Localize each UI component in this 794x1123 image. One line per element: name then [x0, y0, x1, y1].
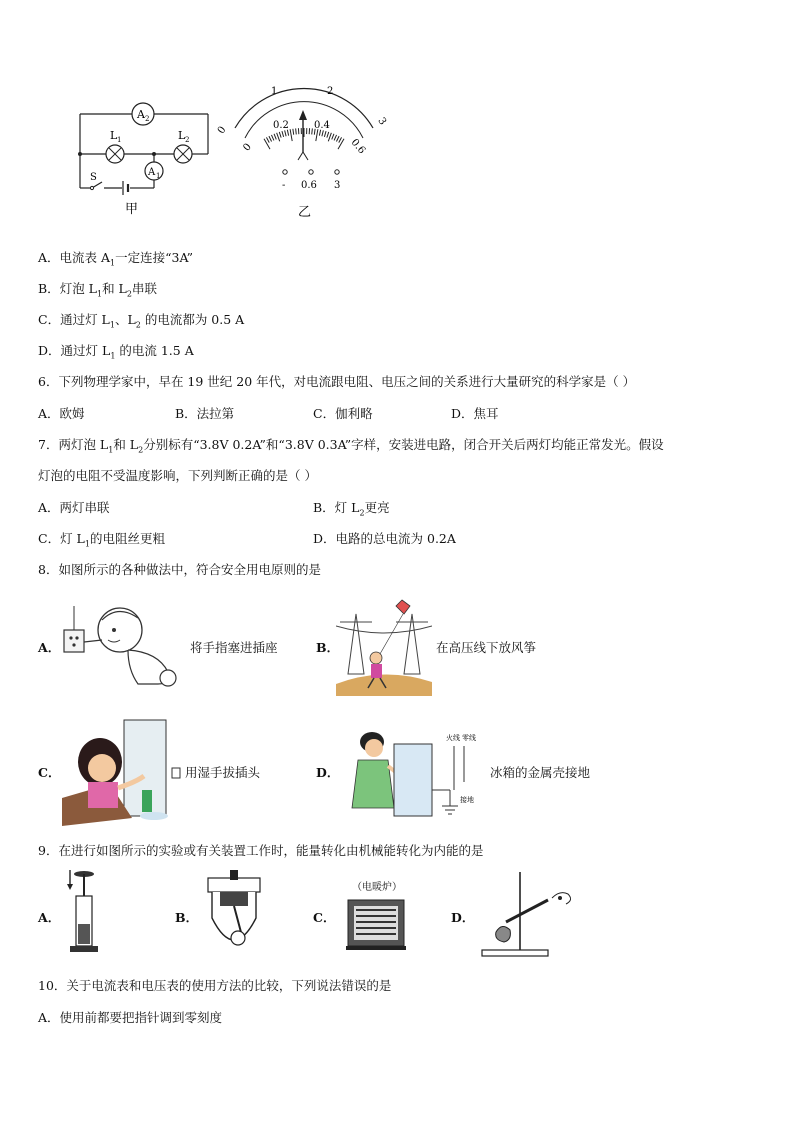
outer-tick-2: 2	[327, 86, 334, 97]
q6-option-d: D．焦耳	[451, 406, 499, 421]
meter-caption: 乙	[298, 205, 312, 220]
q6-stem: 6．下列物理学家中，早在 19 世纪 20 年代，对电流跟电阻、电压之间的关系进行大量研究的科学家是（ ）	[38, 374, 636, 389]
dial-tick	[269, 136, 272, 141]
q6-option-b: B．法拉第	[175, 406, 235, 421]
dial-tick	[339, 137, 342, 142]
q8-stem: 8．如图所示的各种做法中，符合安全用电原则的是	[38, 562, 321, 577]
q6-option-c: C．伽利略	[313, 406, 373, 421]
dial-tick	[293, 129, 294, 135]
q5-option-c: C．通过灯 $L_1$、$L_2$ 的电流都为 0.5 A	[38, 312, 245, 330]
inner-tick-0-6: 0.6	[348, 137, 368, 157]
svg-text:1: 1	[156, 172, 161, 180]
dial-tick	[274, 134, 276, 140]
q5-option-d: D．通过灯 $L_1$ 的电流 1.5 A	[38, 343, 194, 361]
dial-tick	[332, 134, 334, 140]
q10-stem: 10．关于电流表和电压表的使用方法的比较，下列说法错误的是	[38, 978, 392, 993]
ammeter-dial	[215, 82, 390, 222]
q9-letter-a: A．	[38, 910, 61, 925]
q9-letter-b: B．	[175, 910, 199, 925]
dial-tick	[264, 139, 270, 149]
q8-caption-a: 将手指塞进插座	[190, 640, 278, 655]
q7-stem-line1: 7．两灯泡 $L_1$和 $L_2$分别标有“3.8V 0.2A”和“3.8V 0.3A”字样，安装进电路，闭合开关后两灯均能正常发光。假设	[38, 437, 664, 455]
terminal-label-neg: -	[282, 180, 286, 191]
dial-tick	[279, 132, 281, 138]
dial-tick	[271, 135, 273, 140]
switch-label: S	[90, 172, 97, 183]
svg-text:火线: 火线	[446, 734, 460, 742]
q7-option-c: C．灯 $L_1$的电阻丝更粗	[38, 531, 165, 549]
terminal-negative-icon	[283, 170, 287, 174]
dial-tick	[322, 130, 323, 136]
heater-label: （电暖炉）	[352, 882, 402, 893]
ammeter-a1-icon	[145, 162, 163, 180]
dial-tick	[285, 130, 286, 136]
q5-option-b: B．灯泡 $L_1$和 $L_2$串联	[38, 281, 157, 299]
engine-cylinder-illustration	[198, 870, 268, 960]
svg-text:A: A	[137, 108, 145, 121]
svg-text:接地: 接地	[460, 796, 474, 804]
dial-tick	[282, 131, 284, 137]
q8-caption-b: 在高压线下放风筝	[436, 640, 537, 655]
q5-option-a: A．电流表 $A_1$一定连接“3A”	[38, 250, 194, 268]
svg-text:A: A	[148, 167, 156, 178]
lamp-l2-icon	[174, 129, 192, 163]
inner-tick-0-2: 0.2	[273, 120, 289, 131]
q9-stem: 9．在进行如图所示的实验或有关装置工作时，能量转化由机械能转化为内能的是	[38, 843, 484, 858]
dial-tick	[266, 137, 269, 142]
q8-letter-a: A．	[38, 640, 61, 655]
svg-text:2: 2	[145, 115, 150, 123]
terminal-0-6-icon	[309, 170, 313, 174]
lamp-l1-icon	[106, 129, 124, 163]
q8-letter-b: B．	[316, 640, 340, 655]
dial-tick	[324, 131, 326, 137]
circuit-diagram	[70, 92, 220, 220]
svg-text:2: 2	[185, 136, 190, 144]
outer-tick-1: 1	[271, 86, 278, 97]
q8-caption-c: 用湿手拔插头	[185, 765, 261, 780]
circuit-caption: 甲	[125, 202, 139, 217]
ammeter-a2-icon	[132, 103, 154, 125]
q7-option-b: B．灯 $L_2$更亮	[313, 500, 390, 518]
dial-tick	[328, 133, 331, 141]
dial-tick	[338, 139, 344, 149]
q10-option-a: A．使用前都要把指针调到零刻度	[38, 1010, 223, 1025]
inner-tick-0-4: 0.4	[314, 120, 330, 131]
svg-text:L: L	[110, 129, 118, 142]
q6-option-a: A．欧姆	[38, 406, 85, 421]
q9-letter-c: C．	[313, 910, 336, 925]
dial-tick	[296, 128, 297, 134]
dial-tick	[277, 133, 280, 141]
svg-text:L: L	[178, 129, 186, 142]
outer-tick-3: 3	[375, 115, 389, 128]
dial-tick	[312, 128, 313, 134]
q8-letter-c: C．	[38, 765, 61, 780]
fridge-grounding-illustration	[338, 730, 490, 822]
meter-needle-icon	[298, 110, 308, 160]
dial-tick	[336, 136, 339, 141]
terminal-label-3: 3	[334, 180, 341, 191]
outer-tick-0: 0	[215, 124, 229, 137]
electric-heater-illustration	[344, 898, 410, 952]
child-finger-socket-illustration	[58, 600, 190, 690]
dial-tick	[290, 129, 292, 141]
air-compression-cylinder-illustration	[62, 866, 102, 956]
q8-letter-d: D．	[316, 765, 340, 780]
terminal-label-0-6: 0.6	[301, 180, 317, 191]
q7-option-d: D．电路的总电流为 0.2A	[313, 531, 456, 546]
q7-option-a: A．两灯串联	[38, 500, 110, 515]
dial-tick	[327, 132, 329, 138]
test-tube-heating-illustration	[476, 870, 580, 960]
terminal-3-icon	[335, 170, 339, 174]
wet-hand-plug-illustration	[62, 718, 182, 826]
svg-text:1: 1	[117, 136, 122, 144]
q7-stem-line2: 灯泡的电阻不受温度影响，下列判断正确的是（ ）	[38, 468, 317, 483]
q9-letter-d: D．	[451, 910, 475, 925]
q8-caption-d: 冰箱的金属壳接地	[490, 765, 591, 780]
inner-tick-0: 0	[241, 141, 254, 154]
kite-power-line-illustration	[336, 596, 432, 696]
svg-text:零线: 零线	[462, 734, 476, 742]
dial-tick	[334, 135, 336, 140]
